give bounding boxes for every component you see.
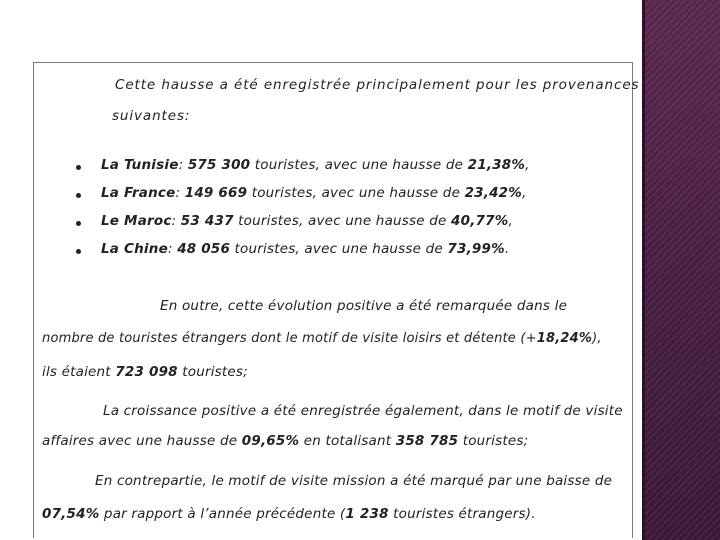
bullet-dot	[76, 165, 81, 170]
bullet-item-chine	[101, 241, 509, 257]
bullet-end: ,	[525, 157, 530, 173]
bullet-dot	[76, 249, 81, 254]
mission-percent: 07,54%	[42, 506, 100, 522]
growth-percent: 23,42%	[464, 185, 523, 201]
business-tourist-count: 358 785	[395, 433, 459, 449]
colon: :	[171, 213, 181, 229]
bullet-text: touristes, avec une hausse de	[247, 185, 465, 201]
colon: :	[175, 185, 185, 201]
intro-line-1: Cette hausse a été enregistrée principalement pour les provenances	[115, 77, 640, 93]
para3-line-1: En contrepartie, le motif de visite mission a été marqué par une baisse de	[95, 473, 613, 489]
para2-text: affaires avec une hausse de	[42, 433, 242, 449]
leisure-tourist-count: 723 098	[115, 364, 178, 380]
bullet-item-maroc	[101, 213, 513, 229]
bullet-dot	[76, 193, 81, 198]
growth-percent: 21,38%	[467, 157, 526, 173]
para1-text-end: touristes;	[177, 364, 248, 380]
decorative-side-band	[642, 0, 720, 540]
para1-line-1: En outre, cette évolution positive a été remarquée dans le	[160, 298, 568, 314]
para1-line-3	[42, 364, 248, 380]
para2-text-end: touristes;	[458, 433, 529, 449]
country-name: Le Maroc	[101, 213, 172, 229]
bullet-item-france	[101, 185, 527, 201]
mission-tourist-count: 1 238	[345, 506, 389, 522]
bullet-end: .	[504, 241, 510, 257]
tourist-count: 575 300	[187, 157, 251, 173]
para1-text: ils étaient	[42, 364, 116, 380]
bullet-end: ,	[508, 213, 513, 229]
para2-text: en totalisant	[299, 433, 396, 449]
intro-line-2: suivantes:	[112, 108, 191, 124]
country-name: La Tunisie	[101, 157, 179, 173]
colon: :	[178, 157, 188, 173]
tourist-count: 149 669	[184, 185, 248, 201]
growth-percent: 73,99%	[447, 241, 505, 257]
para3-text: par rapport à l’année précédente (	[99, 506, 346, 522]
bullet-item-tunisie	[101, 157, 530, 173]
growth-percent: 40,77%	[451, 213, 509, 229]
para3-line-2	[42, 506, 536, 522]
bullet-text: touristes, avec une hausse de	[250, 157, 468, 173]
business-percent: 09,65%	[241, 433, 300, 449]
para2-line-1: La croissance positive a été enregistrée également, dans le motif de visite	[103, 403, 623, 419]
bullet-dot	[76, 221, 81, 226]
bullet-text: touristes, avec une hausse de	[230, 241, 448, 257]
tourist-count: 48 056	[177, 241, 231, 257]
para1-text: nombre de touristes étrangers dont le motif de visite loisirs et détente (+	[42, 331, 537, 346]
colon: :	[167, 241, 178, 257]
side-band-edge	[642, 0, 645, 540]
para1-text-end: ),	[592, 331, 602, 346]
leisure-percent: 18,24%	[536, 331, 593, 346]
bullet-end: ,	[522, 185, 527, 201]
para2-line-2	[42, 433, 528, 449]
tourist-count: 53 437	[180, 213, 234, 229]
country-name: La Chine	[101, 241, 168, 257]
bullet-text: touristes, avec une hausse de	[233, 213, 452, 229]
country-name: La France	[101, 185, 176, 201]
para3-text-end: touristes étrangers).	[388, 506, 536, 522]
para1-line-2	[42, 331, 602, 346]
